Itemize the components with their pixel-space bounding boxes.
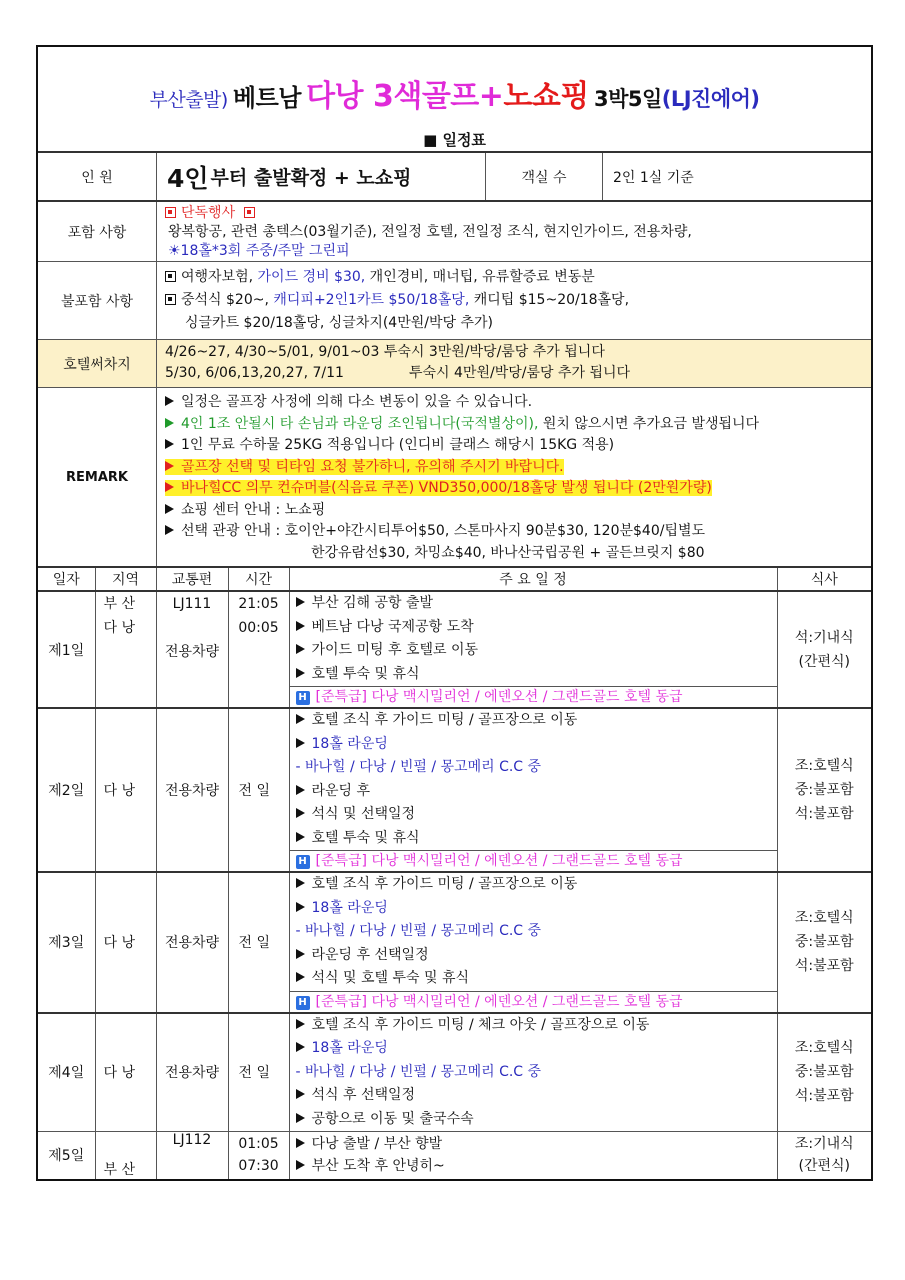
vehicle: 전용차량 (156, 872, 228, 1013)
remark-item: 쇼핑 센터 안내 : 노쇼핑 (165, 500, 861, 522)
remark-item: 1인 무료 수하물 25KG 적용입니다 (인디비 클래스 해당시 15KG 적용) (165, 435, 861, 457)
col-day: 일자 (38, 568, 95, 591)
itinerary-document (36, 45, 873, 1181)
bullet-triangle-icon (296, 972, 305, 982)
day-plan: 호텔 조식 후 가이드 미팅 / 골프장으로 이동 18홀 라운딩 - 바나힐 / 다낭 / 빈펄 / 몽고메리 C.C 중 라운딩 후 선택일정 석식 및 호텔 투숙 및 휴식 H [준특급] 다낭 맥시밀리언 / 에덴오션 / 그랜드골드 호텔 동급 (289, 872, 777, 1013)
day-transport (156, 591, 228, 708)
remark-row (38, 388, 871, 568)
bullet-triangle-icon (165, 439, 174, 449)
bullet-triangle-icon (165, 482, 174, 492)
day-region: 부 산 다 낭 (95, 591, 156, 708)
day-row-1 (38, 591, 871, 708)
title-noshop: 노쇼핑 (503, 79, 589, 114)
day-row-5 (38, 1132, 871, 1179)
flight-number: LJ111 (172, 596, 212, 612)
surcharge-line-1: 4/26~27, 4/30~5/01, 9/01~03 투숙시 3만원/박당/룸당 추가 됩니다 (165, 344, 605, 360)
title-block (38, 47, 871, 153)
excluded-content (157, 262, 871, 339)
vehicle: 전용차량 (156, 1013, 228, 1132)
bullet-triangle-icon (296, 714, 305, 724)
bullet-triangle-icon (296, 597, 305, 607)
surcharge-label: 호텔써차지 (38, 340, 157, 387)
remark-item-warning: 바나힐CC 의무 컨슈머블(식음료 쿠폰) VND350,000/18홀당 발생 됩니다 (2만원가량) (165, 478, 861, 500)
title-main: 다낭 3색골프+ (306, 79, 504, 114)
room-value: 2인 1실 기준 (613, 169, 694, 186)
remark-content (157, 388, 871, 566)
hotel-icon: H (296, 691, 310, 705)
day-region: 다 낭 (95, 708, 156, 872)
day-region: 다 낭 (95, 1013, 156, 1132)
surcharge-content (157, 340, 871, 387)
included-row (38, 202, 871, 262)
persons-label: 인 원 (38, 153, 157, 200)
bullet-triangle-icon (296, 1160, 305, 1170)
hotel-info: H [준특급] 다낭 맥시밀리언 / 에덴오션 / 그랜드골드 호텔 동급 (290, 991, 777, 1012)
bullet-triangle-icon (296, 949, 305, 959)
day-region: 부 산 (95, 1132, 156, 1179)
day-plan: 다낭 출발 / 부산 향발 부산 도착 후 안녕히~ (289, 1132, 777, 1179)
day-row-4 (38, 1013, 871, 1132)
vehicle: 전용차량 (156, 708, 228, 872)
day-row-3 (38, 872, 871, 1013)
col-time: 시간 (228, 568, 289, 591)
bullet-triangle-icon (296, 878, 305, 888)
day-label: 제5일 (38, 1132, 95, 1179)
bullet-triangle-icon (296, 1019, 305, 1029)
schedule-header (38, 568, 871, 591)
bullet-triangle-icon (296, 808, 305, 818)
title-country: 베트남 (232, 84, 301, 112)
excluded-line-2: 중석식 $20~, 캐디피+2인1카트 $50/18홀당, 캐디팁 $15~20/18홀당, (165, 289, 861, 312)
bullet-triangle-icon (296, 785, 305, 795)
remark-item: 4인 1조 안될시 타 손님과 라운딩 조인됩니다(국적별상이), 원치 않으시면 추가요금 발생됩니다 (165, 414, 861, 436)
day-plan: 호텔 조식 후 가이드 미팅 / 체크 아웃 / 골프장으로 이동 18홀 라운딩 - 바나힐 / 다낭 / 빈펄 / 몽고메리 C.C 중 석식 후 선택일정 공항으로 이동 및 출국수속 (289, 1013, 777, 1132)
exclusive-tour: 단독행사 (165, 204, 861, 223)
included-line-1: 왕복항공, 관련 총텍스(03월기준), 전일정 호텔, 전일정 조식, 현지인가이드, 전용차량, (168, 224, 692, 240)
bullet-triangle-icon (165, 525, 174, 535)
day-plan: 부산 김해 공항 출발 베트남 다낭 국제공항 도착 가이드 미팅 후 호텔로 이동 호텔 투숙 및 휴식 H [준특급] 다낭 맥시밀리언 / 에덴오션 / 그랜드골드 호텔 동급 (289, 591, 777, 708)
persons-min: 4인 (167, 163, 209, 193)
excluded-line-1: 여행자보험, 가이드 경비 $30, 개인경비, 매너팁, 유류할증료 변동분 (165, 266, 861, 289)
title-airline: (LJ진에어) (661, 87, 760, 111)
day-meals: 조:호텔식 중:불포함 석:불포함 (777, 708, 871, 872)
day-time: 전 일 (228, 708, 289, 872)
surcharge-row (38, 340, 871, 388)
bullet-triangle-icon (165, 461, 174, 471)
col-region: 지역 (95, 568, 156, 591)
day-meals: 석:기내식 (간편식) (777, 591, 871, 708)
remark-item-warning: 골프장 선택 및 티타임 요청 불가하니, 유의해 주시기 바랍니다. (165, 457, 861, 479)
day-row-2 (38, 708, 871, 872)
excluded-line-3: 싱글카트 $20/18홀당, 싱글차지(4만원/박당 추가) (185, 315, 493, 331)
subtitle: ■ 일정표 (423, 131, 486, 149)
bullet-triangle-icon (296, 902, 305, 912)
bullet-triangle-icon (165, 504, 174, 514)
remark-item-cont: 한강유람선$30, 차밍쇼$40, 바나산국립공원 + 골든브릿지 $80 (311, 544, 705, 561)
col-transport: 교통편 (156, 568, 228, 591)
bullet-triangle-icon (296, 738, 305, 748)
hotel-info: H [준특급] 다낭 맥시밀리언 / 에덴오션 / 그랜드골드 호텔 동급 (290, 850, 777, 871)
bullet-triangle-icon (296, 668, 305, 678)
bullet-triangle-icon (296, 1089, 305, 1099)
schedule-table (38, 568, 871, 1179)
bullet-triangle-icon (296, 832, 305, 842)
bullet-triangle-icon (296, 621, 305, 631)
vehicle: 전용차량 (164, 644, 220, 660)
day-region: 다 낭 (95, 872, 156, 1013)
remark-item: 일정은 골프장 사정에 의해 다소 변동이 있을 수 있습니다. (165, 392, 861, 414)
persons-desc: 부터 출발확정 + 노쇼핑 (210, 167, 412, 189)
bullet-triangle-icon (296, 644, 305, 654)
included-label: 포함 사항 (38, 202, 157, 261)
bullet-triangle-icon (296, 1138, 305, 1148)
day-meals: 조:호텔식 중:불포함 석:불포함 (777, 1013, 871, 1132)
col-plan: 주 요 일 정 (289, 568, 777, 591)
remark-item: 선택 관광 안내 : 호이안+야간시티투어$50, 스톤마사지 90분$30, 120분$40/팁별도 (165, 521, 861, 543)
info-row (38, 153, 871, 202)
remark-label: REMARK (38, 388, 157, 566)
day-meals: 조:호텔식 중:불포함 석:불포함 (777, 872, 871, 1013)
day-time: 전 일 (228, 872, 289, 1013)
square-icon (165, 294, 176, 305)
square-icon (165, 207, 176, 218)
day-time: 01:05 07:30 (228, 1132, 289, 1179)
persons-value (157, 153, 486, 200)
day-plan: 호텔 조식 후 가이드 미팅 / 골프장으로 이동 18홀 라운딩 - 바나힐 / 다낭 / 빈펄 / 몽고메리 C.C 중 라운딩 후 석식 및 선택일정 호텔 투숙 및 휴식 H [준특급] 다낭 맥시밀리언 / 에덴오션 / 그랜드골드 호텔 동급 (289, 708, 777, 872)
title-nights: 3박5일 (593, 87, 662, 111)
included-line-2: ☀18홀*3회 주중/주말 그린피 (168, 243, 350, 259)
page-title (38, 71, 871, 115)
hotel-icon: H (296, 855, 310, 869)
bullet-triangle-icon (165, 396, 174, 406)
bullet-triangle-icon (165, 418, 174, 428)
included-content (157, 202, 871, 261)
bullet-triangle-icon (296, 1113, 305, 1123)
excluded-row (38, 262, 871, 340)
square-icon (165, 271, 176, 282)
title-departure: 부산출발) (149, 89, 228, 111)
excluded-label: 불포함 사항 (38, 262, 157, 339)
day-time: 21:05 00:05 (228, 591, 289, 708)
bullet-triangle-icon (296, 1042, 305, 1052)
day-label: 제1일 (38, 591, 95, 708)
day-label: 제3일 (38, 872, 95, 1013)
square-icon (244, 207, 255, 218)
flight-number: LJ112 (156, 1132, 228, 1179)
surcharge-line-2: 5/30, 6/06,13,20,27, 7/11 투숙시 4만원/박당/룸당 추가 됩니다 (165, 365, 631, 381)
day-label: 제2일 (38, 708, 95, 872)
day-time: 전 일 (228, 1013, 289, 1132)
hotel-icon: H (296, 996, 310, 1010)
room-label: 객실 수 (486, 153, 603, 200)
day-label: 제4일 (38, 1013, 95, 1132)
hotel-info: H [준특급] 다낭 맥시밀리언 / 에덴오션 / 그랜드골드 호텔 동급 (290, 686, 777, 707)
col-meal: 식사 (777, 568, 871, 591)
day-meals: 조:기내식 (간편식) (777, 1132, 871, 1179)
